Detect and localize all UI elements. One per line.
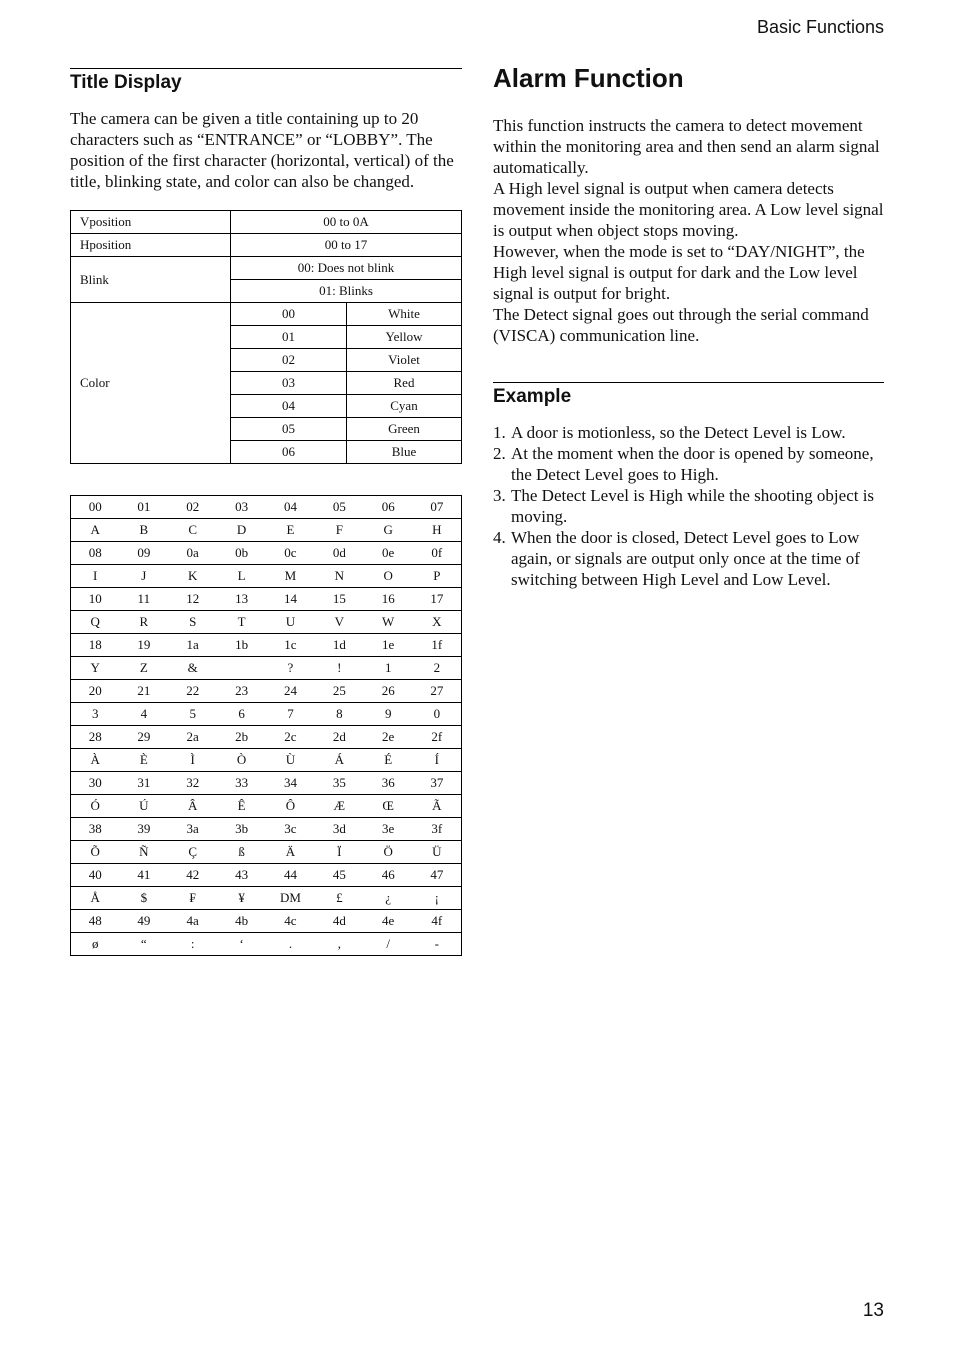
character-cell: K <box>168 565 217 588</box>
code-row <box>71 818 462 841</box>
character-cell: Ä <box>266 841 315 864</box>
param-value: 00: Does not blink <box>231 257 462 280</box>
character-cell: Ê <box>217 795 266 818</box>
code-cell: 25 <box>315 680 364 703</box>
character-row <box>71 795 462 818</box>
code-cell: 32 <box>168 772 217 795</box>
character-row <box>71 519 462 542</box>
character-cell: , <box>315 933 364 956</box>
step-text: A door is motionless, so the Detect Level is Low. <box>511 423 846 442</box>
character-row <box>71 841 462 864</box>
code-cell: 34 <box>266 772 315 795</box>
character-cell: L <box>217 565 266 588</box>
param-label: Blink <box>71 257 231 303</box>
code-cell: 08 <box>71 542 120 565</box>
color-code: 04 <box>231 395 347 418</box>
color-code: 00 <box>231 303 347 326</box>
character-cell: 8 <box>315 703 364 726</box>
code-row <box>71 680 462 703</box>
character-cell: S <box>168 611 217 634</box>
code-cell: 3d <box>315 818 364 841</box>
character-cell: 0 <box>413 703 462 726</box>
code-cell: 37 <box>413 772 462 795</box>
character-cell: T <box>217 611 266 634</box>
code-cell: 07 <box>413 496 462 519</box>
code-cell: 2c <box>266 726 315 749</box>
character-cell: Å <box>71 887 120 910</box>
alarm-function-body <box>493 115 884 346</box>
character-cell: E <box>266 519 315 542</box>
alarm-function-heading: Alarm Function <box>493 63 684 93</box>
code-cell: 4c <box>266 910 315 933</box>
code-cell: 27 <box>413 680 462 703</box>
character-cell: 6 <box>217 703 266 726</box>
character-cell: C <box>168 519 217 542</box>
character-cell: “ <box>119 933 168 956</box>
code-cell: 26 <box>364 680 413 703</box>
alarm-paragraph: The Detect signal goes out through the serial command (VISCA) communication line. <box>493 305 869 345</box>
list-item <box>493 422 884 443</box>
code-cell: 15 <box>315 588 364 611</box>
title-display-section <box>70 68 462 956</box>
character-row <box>71 749 462 772</box>
character-cell: Ú <box>119 795 168 818</box>
code-cell: 02 <box>168 496 217 519</box>
param-value: 00 to 17 <box>231 234 462 257</box>
code-cell: 1b <box>217 634 266 657</box>
character-cell: B <box>119 519 168 542</box>
character-cell: Ü <box>413 841 462 864</box>
character-cell: Õ <box>71 841 120 864</box>
character-cell: ₣ <box>168 887 217 910</box>
code-cell: 17 <box>413 588 462 611</box>
code-cell: 06 <box>364 496 413 519</box>
step-number: 1. <box>493 423 506 442</box>
character-cell: Í <box>413 749 462 772</box>
code-cell: 48 <box>71 910 120 933</box>
character-cell: J <box>119 565 168 588</box>
character-cell: ! <box>315 657 364 680</box>
character-row <box>71 611 462 634</box>
code-cell: 12 <box>168 588 217 611</box>
color-code: 01 <box>231 326 347 349</box>
code-cell: 09 <box>119 542 168 565</box>
code-cell: 44 <box>266 864 315 887</box>
code-cell: 3e <box>364 818 413 841</box>
code-cell: 3c <box>266 818 315 841</box>
character-cell: É <box>364 749 413 772</box>
code-cell: 0a <box>168 542 217 565</box>
code-cell: 0e <box>364 542 413 565</box>
character-cell: - <box>413 933 462 956</box>
code-cell: 40 <box>71 864 120 887</box>
code-row <box>71 726 462 749</box>
color-code: 03 <box>231 372 347 395</box>
code-cell: 13 <box>217 588 266 611</box>
character-cell: ø <box>71 933 120 956</box>
code-cell: 04 <box>266 496 315 519</box>
section-rule <box>70 68 462 69</box>
table-row <box>71 234 462 257</box>
code-cell: 24 <box>266 680 315 703</box>
character-cell: DM <box>266 887 315 910</box>
character-cell: £ <box>315 887 364 910</box>
running-header: Basic Functions <box>756 17 884 37</box>
character-cell: W <box>364 611 413 634</box>
code-cell: 0f <box>413 542 462 565</box>
character-row <box>71 933 462 956</box>
step-text: The Detect Level is High while the shooting object is moving. <box>511 486 875 526</box>
code-row <box>71 634 462 657</box>
character-cell: ? <box>266 657 315 680</box>
step-number: 4. <box>493 528 506 547</box>
code-cell: 4f <box>413 910 462 933</box>
character-cell: 1 <box>364 657 413 680</box>
character-cell: $ <box>119 887 168 910</box>
param-label: Color <box>71 303 231 464</box>
character-cell: Œ <box>364 795 413 818</box>
character-cell: Æ <box>315 795 364 818</box>
code-cell: 4d <box>315 910 364 933</box>
character-cell: ¡ <box>413 887 462 910</box>
character-row <box>71 657 462 680</box>
character-cell: U <box>266 611 315 634</box>
code-cell: 2a <box>168 726 217 749</box>
character-cell: I <box>71 565 120 588</box>
code-cell: 1c <box>266 634 315 657</box>
code-cell: 03 <box>217 496 266 519</box>
param-label: Hposition <box>71 234 231 257</box>
code-row <box>71 496 462 519</box>
code-cell: 0b <box>217 542 266 565</box>
character-cell: ‘ <box>217 933 266 956</box>
code-cell: 33 <box>217 772 266 795</box>
param-value: 01: Blinks <box>231 280 462 303</box>
character-cell: V <box>315 611 364 634</box>
list-item <box>493 527 884 590</box>
character-row <box>71 703 462 726</box>
code-cell: 22 <box>168 680 217 703</box>
title-display-heading: Title Display <box>70 72 182 93</box>
code-cell: 19 <box>119 634 168 657</box>
step-text: When the door is closed, Detect Level goes to Low again, or signals are output only once at the time of switching between High Level and Low Level. <box>511 528 860 589</box>
character-cell: Ö <box>364 841 413 864</box>
code-cell: 14 <box>266 588 315 611</box>
code-cell: 4a <box>168 910 217 933</box>
section-rule <box>493 382 884 383</box>
step-number: 3. <box>493 486 506 505</box>
title-display-intro: The camera can be given a title containing up to 20 characters such as “ENTRANCE” or “LOBBY”. The position of the first character (horizontal, vertical) of the title, blinking state, and color can also be changed. <box>70 109 454 191</box>
page-number: 13 <box>862 1300 884 1321</box>
code-row <box>71 542 462 565</box>
character-cell: / <box>364 933 413 956</box>
alarm-paragraph: This function instructs the camera to detect movement within the monitoring area and then send an alarm signal automatically. <box>493 116 880 177</box>
character-cell: H <box>413 519 462 542</box>
code-cell: 3a <box>168 818 217 841</box>
param-label: Vposition <box>71 211 231 234</box>
character-cell: A <box>71 519 120 542</box>
color-name: Violet <box>347 349 462 372</box>
character-cell: Z <box>119 657 168 680</box>
table-row <box>71 211 462 234</box>
step-text: At the moment when the door is opened by someone, the Detect Level goes to High. <box>511 444 874 484</box>
color-name: Cyan <box>347 395 462 418</box>
color-code: 02 <box>231 349 347 372</box>
code-cell: 1d <box>315 634 364 657</box>
character-cell: R <box>119 611 168 634</box>
character-cell: N <box>315 565 364 588</box>
character-cell: 3 <box>71 703 120 726</box>
code-cell: 47 <box>413 864 462 887</box>
color-name: White <box>347 303 462 326</box>
code-cell: 20 <box>71 680 120 703</box>
code-cell: 00 <box>71 496 120 519</box>
code-cell: 3f <box>413 818 462 841</box>
code-cell: 10 <box>71 588 120 611</box>
character-cell: È <box>119 749 168 772</box>
code-cell: 28 <box>71 726 120 749</box>
character-cell <box>217 657 266 680</box>
code-cell: 21 <box>119 680 168 703</box>
param-value: 00 to 0A <box>231 211 462 234</box>
character-cell: Ù <box>266 749 315 772</box>
character-cell: Ò <box>217 749 266 772</box>
table-row <box>71 303 462 326</box>
character-cell: 4 <box>119 703 168 726</box>
code-cell: 18 <box>71 634 120 657</box>
example-steps <box>493 422 884 590</box>
code-cell: 0d <box>315 542 364 565</box>
code-cell: 49 <box>119 910 168 933</box>
code-cell: 4e <box>364 910 413 933</box>
code-cell: 4b <box>217 910 266 933</box>
code-cell: 1f <box>413 634 462 657</box>
color-code: 05 <box>231 418 347 441</box>
step-number: 2. <box>493 444 506 463</box>
list-item <box>493 485 884 527</box>
code-row <box>71 588 462 611</box>
code-cell: 05 <box>315 496 364 519</box>
example-heading: Example <box>493 386 572 407</box>
code-cell: 11 <box>119 588 168 611</box>
character-cell: ¿ <box>364 887 413 910</box>
character-cell: 5 <box>168 703 217 726</box>
code-cell: 2d <box>315 726 364 749</box>
character-row <box>71 565 462 588</box>
alarm-function-section <box>493 62 884 590</box>
code-cell: 0c <box>266 542 315 565</box>
character-row <box>71 887 462 910</box>
code-cell: 01 <box>119 496 168 519</box>
table-row <box>71 257 462 280</box>
code-cell: 39 <box>119 818 168 841</box>
character-cell: . <box>266 933 315 956</box>
character-cell: F <box>315 519 364 542</box>
code-cell: 2e <box>364 726 413 749</box>
code-cell: 41 <box>119 864 168 887</box>
code-cell: 23 <box>217 680 266 703</box>
character-cell: 2 <box>413 657 462 680</box>
character-cell: O <box>364 565 413 588</box>
character-cell: Ñ <box>119 841 168 864</box>
character-cell: 7 <box>266 703 315 726</box>
character-cell: Á <box>315 749 364 772</box>
character-cell: 9 <box>364 703 413 726</box>
list-item <box>493 443 884 485</box>
alarm-paragraph: However, when the mode is set to “DAY/NIGHT”, the High level signal is output for dark and the Low level signal is output for bright. <box>493 242 865 303</box>
character-cell: ¥ <box>217 887 266 910</box>
code-cell: 36 <box>364 772 413 795</box>
character-cell: X <box>413 611 462 634</box>
code-row <box>71 772 462 795</box>
color-code: 06 <box>231 441 347 464</box>
color-name: Green <box>347 418 462 441</box>
character-cell: À <box>71 749 120 772</box>
code-cell: 1e <box>364 634 413 657</box>
character-cell: Ç <box>168 841 217 864</box>
color-name: Yellow <box>347 326 462 349</box>
code-cell: 2b <box>217 726 266 749</box>
character-cell: Ï <box>315 841 364 864</box>
code-cell: 16 <box>364 588 413 611</box>
character-cell: : <box>168 933 217 956</box>
code-row <box>71 864 462 887</box>
character-cell: P <box>413 565 462 588</box>
character-cell: M <box>266 565 315 588</box>
code-cell: 31 <box>119 772 168 795</box>
character-cell: Ì <box>168 749 217 772</box>
code-cell: 42 <box>168 864 217 887</box>
character-code-table <box>70 495 462 956</box>
character-cell: Ô <box>266 795 315 818</box>
color-name: Red <box>347 372 462 395</box>
code-cell: 35 <box>315 772 364 795</box>
code-cell: 2f <box>413 726 462 749</box>
code-cell: 1a <box>168 634 217 657</box>
code-cell: 45 <box>315 864 364 887</box>
title-parameter-table <box>70 210 462 464</box>
character-cell: Ó <box>71 795 120 818</box>
color-name: Blue <box>347 441 462 464</box>
character-cell: D <box>217 519 266 542</box>
character-cell: & <box>168 657 217 680</box>
code-row <box>71 910 462 933</box>
character-cell: ß <box>217 841 266 864</box>
character-cell: Â <box>168 795 217 818</box>
code-cell: 38 <box>71 818 120 841</box>
character-cell: Y <box>71 657 120 680</box>
code-cell: 3b <box>217 818 266 841</box>
code-cell: 46 <box>364 864 413 887</box>
character-cell: G <box>364 519 413 542</box>
code-cell: 43 <box>217 864 266 887</box>
character-cell: Ã <box>413 795 462 818</box>
alarm-paragraph: A High level signal is output when camera detects movement inside the monitoring area. A Low level signal is output when object stops moving. <box>493 179 884 240</box>
code-cell: 29 <box>119 726 168 749</box>
character-cell: Q <box>71 611 120 634</box>
code-cell: 30 <box>71 772 120 795</box>
